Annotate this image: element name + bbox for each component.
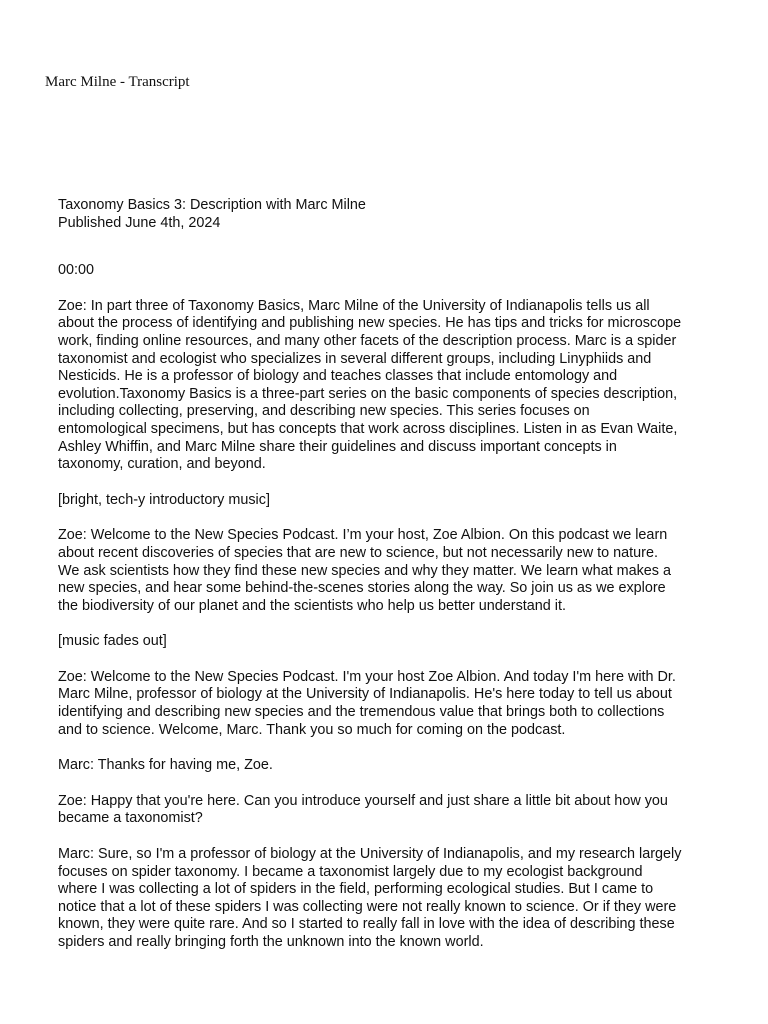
transcript-line: about the process of identifying and publishing new species. He has tips and tricks for microscope: [58, 315, 682, 332]
transcript-line: new species, and hear some behind-the-scenes stories along the way. So join us as we explore: [58, 580, 666, 597]
dialogue-paragraph: [58, 757, 726, 775]
episode-heading: [58, 197, 726, 232]
transcript-line: about recent discoveries of species that are new to science, but not necessarily new to nature.: [58, 544, 658, 561]
music-cue: [58, 492, 726, 510]
transcript-line: identifying and describing new species and the tremendous value that brings both to collections: [58, 704, 665, 721]
transcript-line: We ask scientists how they find these new species and why they matter. We learn what makes a: [58, 562, 671, 579]
timestamp-text: 00:00: [58, 262, 95, 279]
welcome-paragraph: [58, 527, 726, 615]
dialogue-paragraph: [58, 793, 726, 828]
transcript-line: Marc: Thanks for having me, Zoe.: [58, 757, 273, 774]
publish-date: Published June 4th, 2024: [58, 214, 221, 231]
transcript-line: entomological specimens, but has concepts that work across disciplines. Listen in as Evan Waite,: [58, 420, 678, 437]
transcript-line: spiders and really bringing forth the unknown into the known world.: [58, 934, 484, 950]
music-cue: [58, 633, 726, 651]
transcript-line: taxonomy, curation, and beyond.: [58, 456, 266, 473]
transcript-line: Nesticids. He is a professor of biology and teaches classes that include entomology and: [58, 368, 618, 385]
dialogue-paragraph: [58, 846, 726, 952]
transcript-line: Zoe: In part three of Taxonomy Basics, Marc Milne of the University of Indianapolis tells us all: [58, 297, 650, 314]
transcript-line: [music fades out]: [58, 633, 167, 650]
transcript-paragraphs: [58, 298, 726, 952]
transcript-line: where I was collecting a lot of spiders in the field, performing ecological studies. But I came to: [58, 881, 654, 898]
transcript-line: the biodiversity of our planet and the scientists who help us better understand it.: [58, 597, 566, 614]
transcript-line: work, finding online resources, and many other facets of the description process. Marc is a spider: [58, 332, 677, 349]
transcript-line: Marc Milne, professor of biology at the University of Indianapolis. He's here today to tell us about: [58, 686, 672, 703]
transcript-line: focuses on spider taxonomy. I became a taxonomist largely due to my ecologist background: [58, 863, 643, 880]
transcript-line: [bright, tech-y introductory music]: [58, 491, 270, 508]
transcript-line: Zoe: Welcome to the New Species Podcast. I'm your host Zoe Albion. And today I'm here with Dr.: [58, 668, 676, 685]
transcript-line: Zoe: Welcome to the New Species Podcast. I’m your host, Zoe Albion. On this podcast we learn: [58, 527, 668, 544]
timestamp: [58, 262, 726, 280]
transcript-line: Ashley Whiffin, and Marc Milne share their guidelines and discuss important concepts in: [58, 438, 617, 455]
transcript-line: Zoe: Happy that you're here. Can you introduce yourself and just share a little bit about how you: [58, 792, 668, 809]
dialogue-paragraph: [58, 669, 726, 739]
transcript-line: evolution.Taxonomy Basics is a three-part series on the basic components of species description,: [58, 385, 678, 402]
transcript-line: and to science. Welcome, Marc. Thank you so much for coming on the podcast.: [58, 721, 566, 738]
intro-paragraph: [58, 298, 726, 474]
document-header: Marc Milne - Transcript: [45, 74, 190, 90]
transcript-line: known, they were quite rare. And so I started to really fall in love with the idea of describing these: [58, 916, 675, 933]
transcript-line: became a taxonomist?: [58, 810, 203, 827]
transcript-line: including collecting, preserving, and describing new species. This series focuses on: [58, 403, 590, 420]
episode-title: Taxonomy Basics 3: Description with Marc Milne: [58, 197, 366, 213]
transcript-line: Marc: Sure, so I'm a professor of biology at the University of Indianapolis, and my research largely: [58, 846, 682, 863]
transcript-body: [58, 197, 726, 970]
transcript-line: taxonomist and ecologist who specializes in several different groups, including Linyphiids and: [58, 350, 652, 367]
transcript-line: notice that a lot of these spiders I was collecting were not really known to science. Or if they were: [58, 898, 677, 915]
